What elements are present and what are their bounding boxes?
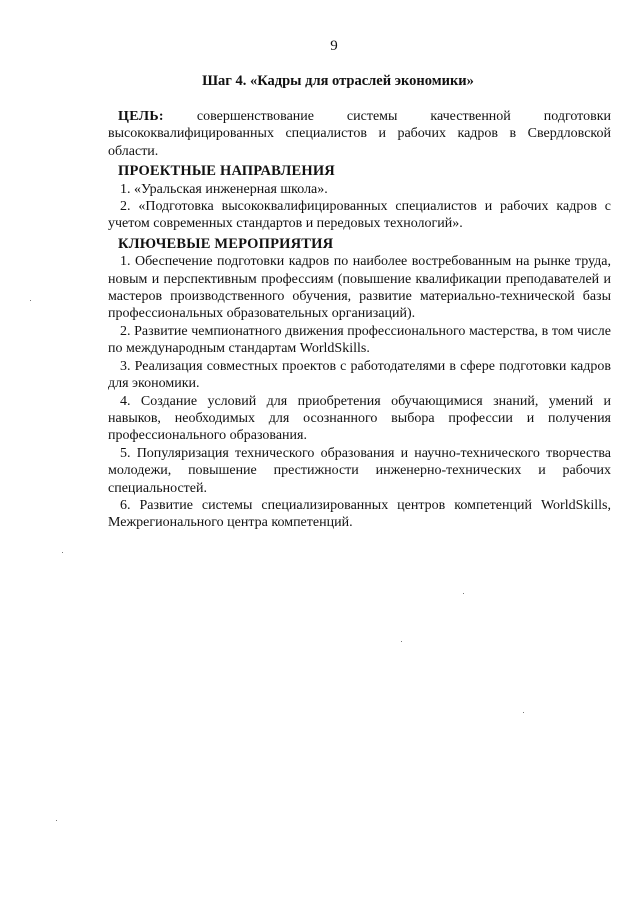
activity-item-3: 3. Реализация совместных проектов с работодателями в сфере подготовки кадров для экономики. <box>108 358 611 392</box>
activity-item-5: 5. Популяризация технического образования и научно-технического творчества молодежи, повышение престижности инженерно-технических и рабочих специальностей. <box>108 445 611 496</box>
directions-heading: ПРОЕКТНЫЕ НАПРАВЛЕНИЯ <box>118 163 335 180</box>
activity-item-1: 1. Обеспечение подготовки кадров по наиболее востребованным на рынке труда, новым и перспективным профессиям (повышение квалификации преподавателей и мастеров производственного обучения, развитие материально-технической базы профессиональных образовательных организаций). <box>108 254 611 322</box>
activities-heading: КЛЮЧЕВЫЕ МЕРОПРИЯТИЯ <box>118 235 334 252</box>
goal-label: ЦЕЛЬ: <box>118 109 164 124</box>
activity-item-6: 6. Развитие системы специализированных центров компетенций WorldSkills, Межрегионального центра компетенций. <box>108 497 611 531</box>
activity-item-4: 4. Создание условий для приобретения обучающимися знаний, умений и навыков, необходимых для осознанного выбора профессии и получения профессионального образования. <box>108 393 611 444</box>
direction-item-1: 1. «Уральская инженерная школа». <box>120 181 328 197</box>
page-number: 9 <box>330 38 338 54</box>
activity-item-2: 2. Развитие чемпионатного движения профессионального мастерства, в том числе по международным стандартам WorldSkills. <box>108 323 611 357</box>
goal-paragraph <box>108 108 611 160</box>
step-title: Шаг 4. «Кадры для отраслей экономики» <box>202 73 474 89</box>
direction-item-2: 2. «Подготовка высококвалифицированных специалистов и рабочих кадров с учетом современных стандартов и передовых технологий». <box>108 199 611 232</box>
goal-text: совершенствование системы качественной подготовки высококвалифицированных специалистов и рабочих кадров в Свердловской области. <box>108 109 611 159</box>
document-body <box>108 108 611 532</box>
